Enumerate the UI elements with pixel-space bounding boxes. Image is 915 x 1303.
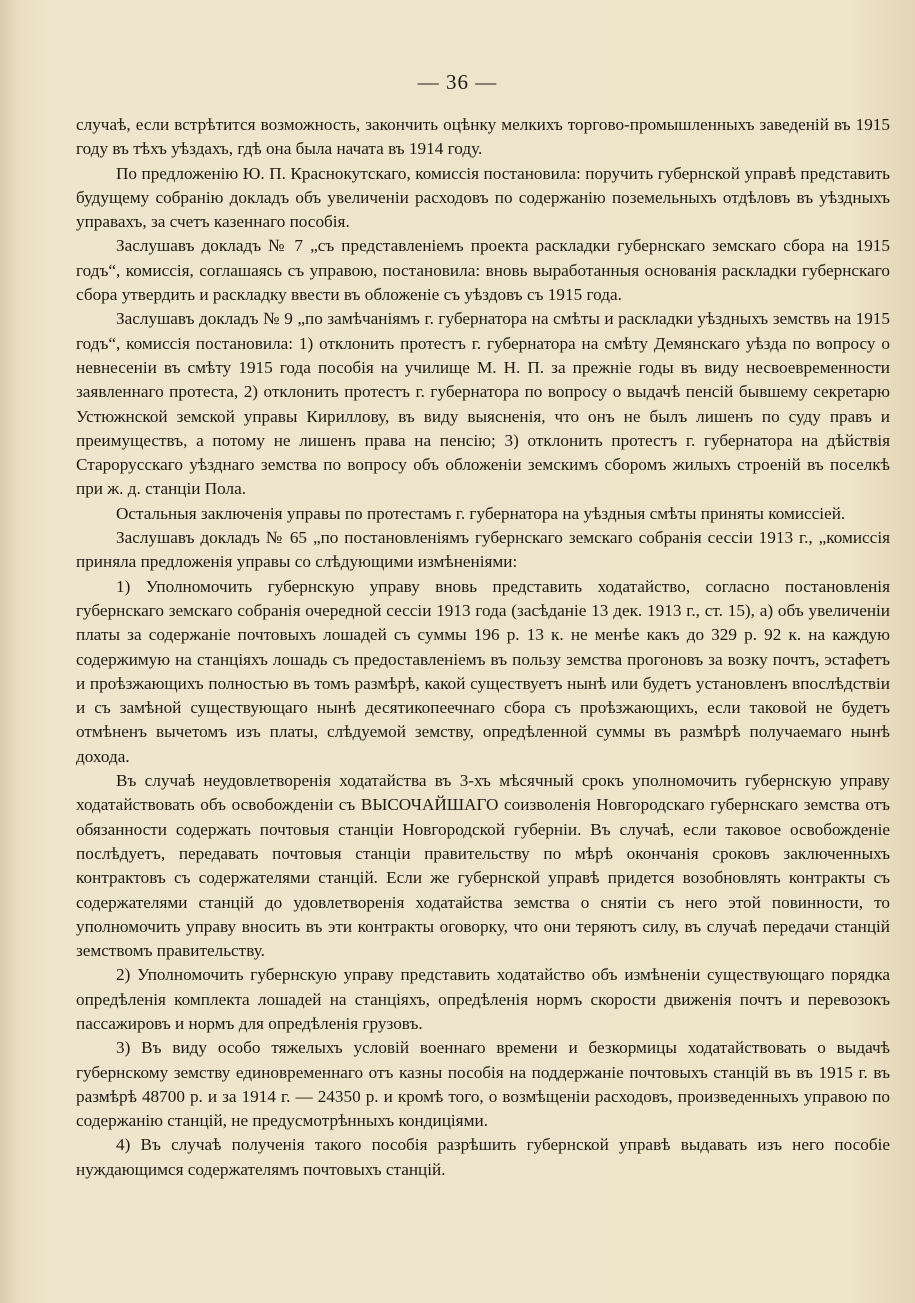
paragraph-item-3: 3) Въ виду особо тяжелыхъ условій военнаго времени и безкормицы ходатайствовать о выдачѣ губернскому земству единовременнаго отъ казны пособія на поддержаніе почтовыхъ станцій въ въ 1915 г. въ размѣрѣ 48700 р. и за 1914 г. — 24350 р. и кромѣ того, о возмѣщеніи расходовъ, произведенныхъ управою по содержанію станцій, не предусмотрѣнныхъ кондиціями. bbox=[76, 1038, 890, 1131]
paragraph-report-65: Заслушавъ докладъ № 65 „по постановленіямъ губернскаго земскаго собранія сессіи 1913 г., „комиссія приняла предложенія управы со слѣдующими измѣненіями: bbox=[76, 528, 890, 572]
page-body-text bbox=[76, 113, 890, 1182]
paragraph-continuation: случаѣ, если встрѣтится возможность, закончить оцѣнку мелкихъ торгово-промышленныхъ заведеній въ 1915 году въ тѣхъ уѣздахъ, гдѣ она была начата въ 1914 году. bbox=[76, 115, 890, 159]
paragraph-item-4: 4) Въ случаѣ полученія такого пособія разрѣшить губернской управѣ выдавать изъ него пособіе нуждающимся содержателямъ почтовыхъ станцій. bbox=[76, 1135, 890, 1179]
paragraph-report-7: Заслушавъ докладъ № 7 „съ представленіемъ проекта раскладки губернскаго земскаго сбора на 1915 годъ“, комиссія, соглашаясь съ управою, постановила: вновь выработанныя основанія раскладки губернскаго сбора утвердить и раскладку ввести въ обложеніе съ уѣздовъ съ 1915 года. bbox=[76, 236, 890, 305]
paragraph-item-1: 1) Уполномочить губернскую управу вновь представить ходатайство, согласно постановленія губернскаго земскаго собранія очередной сессіи 1913 года (засѣданіе 13 дек. 1913 г., ст. 15), а) объ увеличеніи платы за содержаніе почтовыхъ лошадей съ суммы 196 р. 13 к. не менѣе какъ до 329 р. 92 к. на каждую содержимую на станціяхъ лошадь съ предоставленіемъ въ пользу земства прогоновъ за возку почтъ, эстафетъ и проѣзжающихъ полностью въ томъ размѣрѣ, какой существуетъ нынѣ или будетъ установленъ впослѣдствіи и съ замѣной существующаго нынѣ десятикопеечнаго сбора съ проѣзжающихъ, если таковой не будетъ отмѣненъ вычетомъ изъ платы, слѣдуемой земству, опредѣленной суммы въ размѣрѣ получаемаго нынѣ дохода. bbox=[76, 576, 890, 766]
paragraph-krasnokutsky-proposal: По предложенію Ю. П. Краснокутскаго, комиссія постановила: поручить губернской управѣ представить будущему собранію докладъ объ увеличеніи расходовъ по содержанію поземельныхъ отдѣловъ въ уѣздныхъ управахъ, за счетъ казеннаго пособія. bbox=[76, 163, 890, 232]
paragraph-report-9: Заслушавъ докладъ № 9 „по замѣчаніямъ г. губернатора на смѣты и раскладки уѣздныхъ земствъ на 1915 годъ“, комиссія постановила: 1) отклонить протестъ г. губернатора на смѣту Демянскаго уѣзда по вопросу о невнесеніи въ смѣту 1915 года пособія на училище М. Н. П. за прежніе годы въ виду несвоевременности заявленнаго протеста, 2) отклонить протестъ г. губернатора по вопросу о выдачѣ пенсій бывшему секретарю Устюжнской земской управы Кириллову, въ виду выясненія, что онъ не былъ лишенъ по суду правъ и преимуществъ, а потому не лишенъ права на пенсію; 3) отклонить протестъ г. губернатора на дѣйствія Старорусскаго уѣзднаго земства по вопросу объ обложеніи земскимъ сборомъ жилыхъ строеній въ поселкѣ при ж. д. станціи Пола. bbox=[76, 309, 890, 499]
paragraph-item-1-continued: Въ случаѣ неудовлетворенія ходатайства въ 3-хъ мѣсячный срокъ уполномочить губернскую управу ходатайствовать объ освобожденіи съ ВЫСОЧАЙШАГО соизволенія Новгородскаго губернскаго земства отъ обязанности содержать почтовыя станціи Новгородской губерніи. Въ случаѣ, если таковое освобожденіе послѣдуетъ, передавать почтовыя станціи правительству по мѣрѣ окончанія сроковъ заключенныхъ контрактовъ съ содержателями станцій. Если же губернской управѣ придется возобновлять контракты съ содержателями станцій до удовлетворенія ходатайства земства о снятіи съ него этой повинности, то уполномочить управу вносить въ эти контракты оговорку, что они теряютъ силу, въ случаѣ передачи станцій земствомъ правительству. bbox=[76, 771, 890, 961]
paragraph-item-2: 2) Уполномочить губернскую управу представить ходатайство объ измѣненіи существующаго порядка опредѣленія комплекта лошадей на станціяхъ, опредѣленія нормъ скорости движенія почтъ и перевозокъ пассажировъ и нормъ для опредѣленія грузовъ. bbox=[76, 965, 890, 1033]
page-number: — 36 — bbox=[417, 70, 498, 94]
paragraph-other-conclusions: Остальныя заключенія управы по протестамъ г. губернатора на уѣздныя смѣты приняты комиссіей. bbox=[116, 503, 846, 523]
